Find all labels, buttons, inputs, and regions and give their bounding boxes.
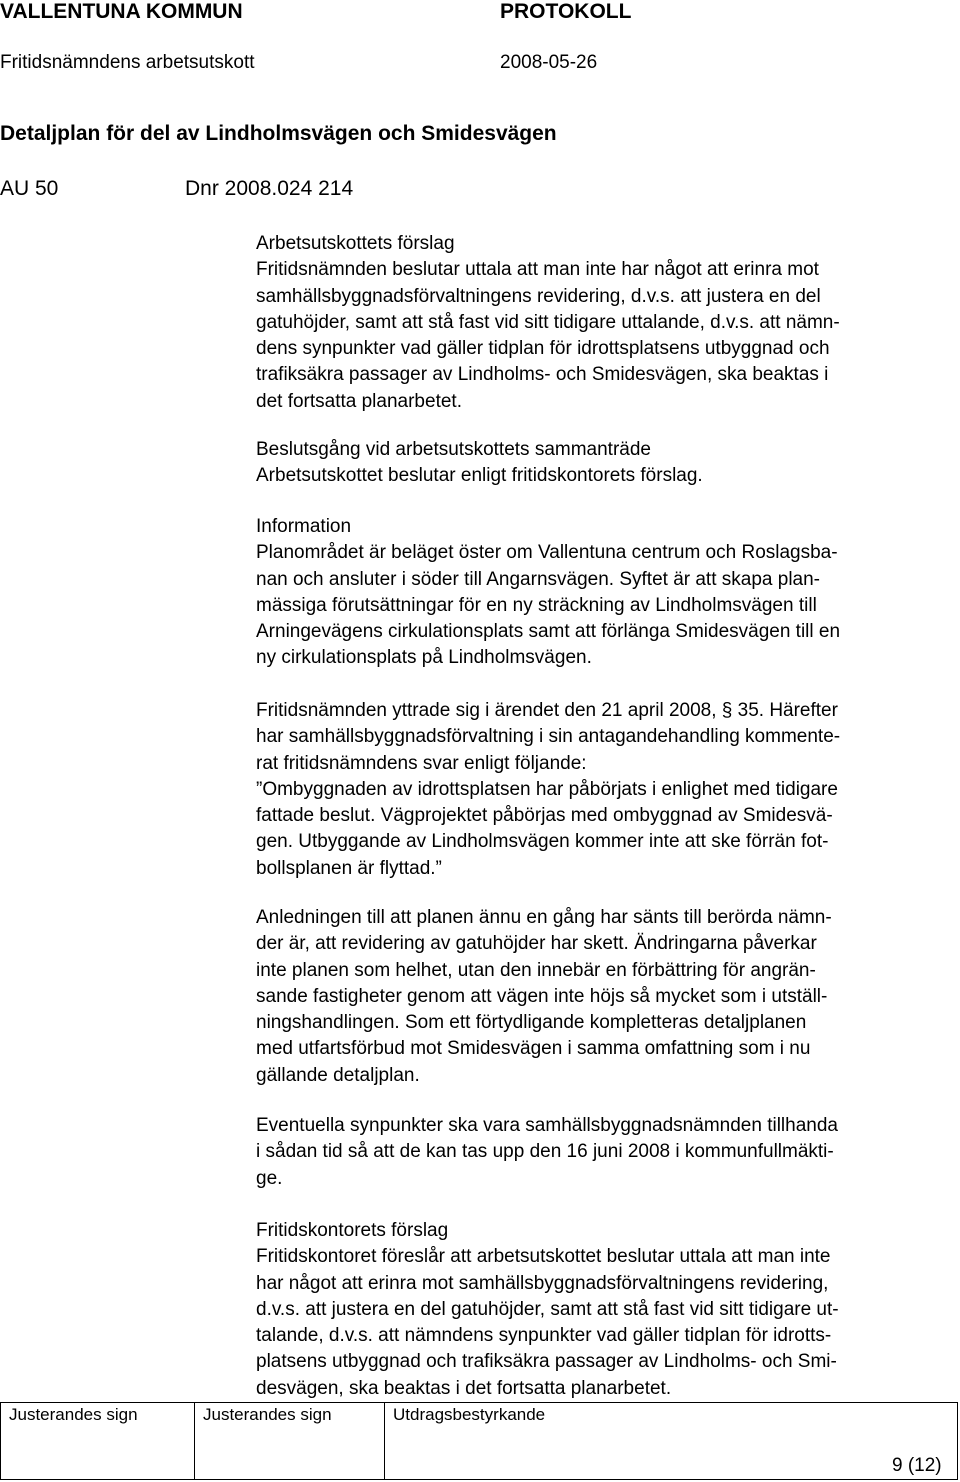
decision-heading: Beslutsgång vid arbetsutskottets sammanträde [256, 439, 651, 460]
paragraph-line: ge. [256, 1167, 283, 1189]
paragraph-line: ningshandlingen. Som ett förtydligande kompletteras detaljplanen [256, 1012, 807, 1034]
paragraph-line: gällande detaljplan. [256, 1064, 420, 1086]
signature-label: Justerandes sign [203, 1405, 332, 1424]
statement-paragraph [256, 698, 956, 882]
paragraph-line: bollsplanen är flyttad.” [256, 857, 442, 879]
page-title: Detaljplan för del av Lindholmsvägen och Smidesvägen [0, 122, 557, 145]
info-line: Planområdet är beläget öster om Vallentuna centrum och Roslagsba- [256, 542, 838, 564]
proposal-section [256, 231, 956, 415]
excerpt-cell [385, 1403, 575, 1479]
info-line: nan och ansluter i söder till Angarnsvägen. Syftet är att skapa plan- [256, 568, 820, 590]
office-heading: Fritidskontorets förslag [256, 1220, 449, 1241]
revision-paragraph [256, 905, 956, 1089]
proposal-line: det fortsatta planarbetet. [256, 390, 462, 412]
paragraph-line: rat fritidsnämndens svar enligt följande: [256, 752, 587, 774]
decision-text: Arbetsutskottet beslutar enligt fritidskontorets förslag. [256, 465, 703, 487]
document-type: PROTOKOLL [500, 0, 632, 23]
proposal-line: gatuhöjder, samt att stå fast vid sitt tidigare uttalande, d.v.s. att nämn- [256, 311, 840, 333]
office-line: har något att erinra mot samhällsbyggnadsförvaltningens revidering, [256, 1272, 829, 1294]
paragraph-line: fattade beslut. Vägprojektet påbörjas med ombyggnad av Smidesvä- [256, 805, 833, 827]
proposal-line: samhällsbyggnadsförvaltningens revidering, d.v.s. att justera en del [256, 285, 821, 307]
info-line: Arningevägens cirkulationsplats samt att förlänga Smidesvägen till en [256, 621, 841, 643]
signature-cell-1 [1, 1403, 195, 1479]
proposal-line: trafiksäkra passager av Lindholms- och Smidesvägen, ska beaktas i [256, 364, 829, 386]
org-name: VALLENTUNA KOMMUN [0, 0, 243, 23]
committee-name: Fritidsnämndens arbetsutskott [0, 52, 255, 73]
paragraph-line: gen. Utbyggande av Lindholmsvägen kommer inte att ske förrän fot- [256, 831, 829, 853]
paragraph-line: med utfartsförbud mot Smidesvägen i samma omfattning som i nu [256, 1038, 811, 1060]
paragraph-line: inte planen som helhet, utan den innebär en förbättring för angrän- [256, 959, 816, 981]
info-line: mässiga förutsättningar för en ny sträckning av Lindholmsvägen till [256, 594, 817, 616]
info-line: ny cirkulationsplats på Lindholmsvägen. [256, 647, 592, 669]
decision-section [256, 437, 956, 490]
page-number: 9 (12) [892, 1455, 942, 1476]
proposal-heading: Arbetsutskottets förslag [256, 233, 455, 254]
paragraph-line: sande fastigheter genom att vägen inte höjs så mycket som i utställ- [256, 985, 828, 1007]
proposal-line: Fritidsnämnden beslutar uttala att man inte har något att erinra mot [256, 259, 819, 281]
info-section [256, 514, 956, 672]
proposal-line: dens synpunkter vad gäller tidplan för idrottsplatsens utbyggnad och [256, 338, 830, 360]
paragraph-line: har samhällsbyggnadsförvaltning i sin antagandehandling kommente- [256, 726, 841, 748]
paragraph-line: ”Ombyggnaden av idrottsplatsen har påbörjats i enlighet med tidigare [256, 778, 838, 800]
signature-cell-2 [195, 1403, 385, 1479]
info-heading: Information [256, 516, 352, 537]
office-line: talande, d.v.s. att nämndens synpunkter vad gäller tidplan för idrotts- [256, 1325, 832, 1347]
signature-label: Justerandes sign [9, 1405, 138, 1424]
deadline-paragraph [256, 1113, 956, 1192]
paragraph-line: Fritidsnämnden yttrade sig i ärendet den 21 april 2008, § 35. Härefter [256, 700, 838, 721]
paragraph-line: Anledningen till att planen ännu en gång har sänts till berörda nämn- [256, 907, 832, 928]
office-line: Fritidskontoret föreslår att arbetsutskottet beslutar uttala att man inte [256, 1246, 831, 1268]
office-line: d.v.s. att justera en del gatuhöjder, samt att stå fast vid sitt tidigare ut- [256, 1298, 839, 1320]
paragraph-line: i sådan tid så att de kan tas upp den 16 juni 2008 i kommunfullmäkti- [256, 1141, 834, 1163]
office-proposal-section [256, 1218, 956, 1402]
signature-table [0, 1402, 958, 1480]
case-dnr: Dnr 2008.024 214 [185, 177, 354, 200]
case-au: AU 50 [0, 177, 59, 200]
meeting-date: 2008-05-26 [500, 52, 598, 73]
office-line: platsens utbyggnad och trafiksäkra passager av Lindholms- och Smi- [256, 1351, 837, 1373]
office-line: desvägen, ska beaktas i det fortsatta planarbetet. [256, 1377, 672, 1399]
excerpt-label: Utdragsbestyrkande [393, 1405, 546, 1424]
paragraph-line: Eventuella synpunkter ska vara samhällsbyggnadsnämnden tillhanda [256, 1115, 838, 1136]
paragraph-line: der är, att revidering av gatuhöjder har skett. Ändringarna påverkar [256, 933, 817, 955]
